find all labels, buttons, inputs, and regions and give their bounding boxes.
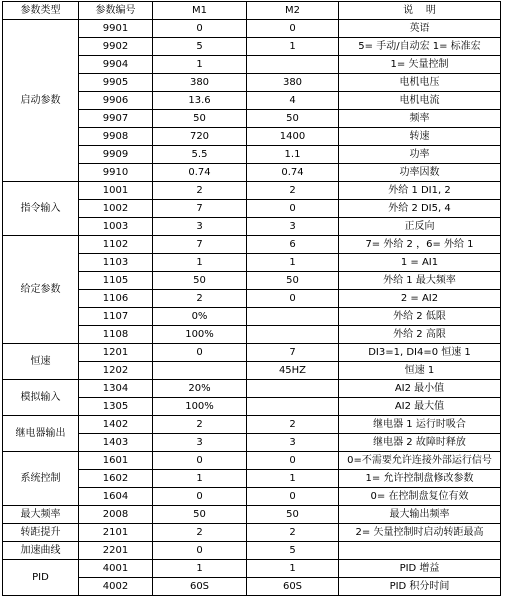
m1-value-cell: 50 [153, 110, 247, 128]
code-cell: 1602 [79, 470, 153, 488]
description-cell: 电机电压 [339, 74, 501, 92]
description-cell: AI2 最大值 [339, 398, 501, 416]
description-cell: 1= 矢量控制 [339, 56, 501, 74]
m2-value-cell: 1.1 [247, 146, 339, 164]
m1-value-cell: 380 [153, 74, 247, 92]
m2-value-cell [247, 326, 339, 344]
m2-value-cell: 2 [247, 182, 339, 200]
m1-value-cell: 50 [153, 272, 247, 290]
code-cell: 1001 [79, 182, 153, 200]
description-cell: 1= 允许控制盘修改参数 [339, 470, 501, 488]
description-cell: 电机电流 [339, 92, 501, 110]
code-cell: 9909 [79, 146, 153, 164]
code-cell: 9907 [79, 110, 153, 128]
code-cell: 1102 [79, 236, 153, 254]
parameter-sheet [2, 1, 501, 596]
m1-value-cell: 2 [153, 290, 247, 308]
m2-value-cell: 3 [247, 434, 339, 452]
table-row [3, 20, 501, 38]
m2-value-cell: 5 [247, 542, 339, 560]
description-cell: AI2 最小值 [339, 380, 501, 398]
m1-value-cell: 1 [153, 254, 247, 272]
table-row [3, 506, 501, 524]
description-cell: 外给 2 高限 [339, 326, 501, 344]
description-cell: 功率因数 [339, 164, 501, 182]
header-m1: M1 [153, 2, 247, 20]
code-cell: 1003 [79, 218, 153, 236]
m2-value-cell: 0 [247, 290, 339, 308]
code-cell: 1107 [79, 308, 153, 326]
m1-value-cell: 50 [153, 506, 247, 524]
code-cell: 1103 [79, 254, 153, 272]
m2-value-cell [247, 56, 339, 74]
m2-value-cell: 380 [247, 74, 339, 92]
m1-value-cell: 2 [153, 182, 247, 200]
header-category: 参数类型 [3, 2, 79, 20]
description-cell: 频率 [339, 110, 501, 128]
m2-value-cell [247, 380, 339, 398]
m2-value-cell: 0 [247, 20, 339, 38]
category-cell: 继电器输出 [3, 416, 79, 452]
table-row [3, 344, 501, 362]
code-cell: 9906 [79, 92, 153, 110]
m2-value-cell: 60S [247, 578, 339, 596]
code-cell: 2101 [79, 524, 153, 542]
description-cell: 7= 外给 2 ，6= 外给 1 [339, 236, 501, 254]
table-body [3, 20, 501, 596]
category-cell: 恒速 [3, 344, 79, 380]
m1-value-cell: 13.6 [153, 92, 247, 110]
code-cell: 4002 [79, 578, 153, 596]
table-row [3, 416, 501, 434]
m1-value-cell: 0% [153, 308, 247, 326]
description-cell: 0= 在控制盘复位有效 [339, 488, 501, 506]
code-cell: 1604 [79, 488, 153, 506]
code-cell: 1403 [79, 434, 153, 452]
m2-value-cell: 0.74 [247, 164, 339, 182]
description-cell: 功率 [339, 146, 501, 164]
m2-value-cell [247, 308, 339, 326]
code-cell: 9908 [79, 128, 153, 146]
description-cell: 0=不需要允许连接外部运行信号 [339, 452, 501, 470]
description-cell: DI3=1, DI4=0 恒速 1 [339, 344, 501, 362]
m1-value-cell: 0.74 [153, 164, 247, 182]
code-cell: 9904 [79, 56, 153, 74]
m2-value-cell: 1 [247, 470, 339, 488]
m1-value-cell: 0 [153, 344, 247, 362]
description-cell: 5= 手动/自动宏 1= 标准宏 [339, 38, 501, 56]
m2-value-cell: 1 [247, 254, 339, 272]
header-code: 参数编号 [79, 2, 153, 20]
description-cell: 外给 2 低限 [339, 308, 501, 326]
table-row [3, 236, 501, 254]
code-cell: 1601 [79, 452, 153, 470]
description-cell: 1 = AI1 [339, 254, 501, 272]
m2-value-cell: 50 [247, 272, 339, 290]
header-m2: M2 [247, 2, 339, 20]
m2-value-cell: 50 [247, 506, 339, 524]
table-row [3, 542, 501, 560]
m1-value-cell: 3 [153, 218, 247, 236]
category-cell: 系统控制 [3, 452, 79, 506]
m1-value-cell: 2 [153, 416, 247, 434]
m1-value-cell: 0 [153, 20, 247, 38]
code-cell: 1402 [79, 416, 153, 434]
description-cell: PID 积分时间 [339, 578, 501, 596]
code-cell: 2008 [79, 506, 153, 524]
category-cell: 加速曲线 [3, 542, 79, 560]
m1-value-cell: 2 [153, 524, 247, 542]
m1-value-cell: 7 [153, 236, 247, 254]
description-cell: 外给 2 DI5, 4 [339, 200, 501, 218]
code-cell: 2201 [79, 542, 153, 560]
m2-value-cell: 45HZ [247, 362, 339, 380]
m2-value-cell: 2 [247, 524, 339, 542]
description-cell: 继电器 2 故障时释放 [339, 434, 501, 452]
parameter-table [2, 1, 501, 596]
m2-value-cell: 50 [247, 110, 339, 128]
category-cell: PID [3, 560, 79, 596]
description-cell: 最大输出频率 [339, 506, 501, 524]
category-cell: 最大频率 [3, 506, 79, 524]
code-cell: 4001 [79, 560, 153, 578]
description-cell: 正反向 [339, 218, 501, 236]
m2-value-cell: 0 [247, 200, 339, 218]
m1-value-cell: 7 [153, 200, 247, 218]
m1-value-cell: 0 [153, 542, 247, 560]
code-cell: 1105 [79, 272, 153, 290]
description-cell: 2= 矢量控制时启动转距最高 [339, 524, 501, 542]
description-cell: 英语 [339, 20, 501, 38]
m1-value-cell [153, 362, 247, 380]
m2-value-cell: 0 [247, 452, 339, 470]
description-cell: 外给 1 DI1, 2 [339, 182, 501, 200]
m2-value-cell: 2 [247, 416, 339, 434]
m1-value-cell: 100% [153, 326, 247, 344]
m1-value-cell: 720 [153, 128, 247, 146]
header-row [3, 2, 501, 20]
description-cell [339, 542, 501, 560]
m2-value-cell: 6 [247, 236, 339, 254]
category-cell: 模拟输入 [3, 380, 79, 416]
code-cell: 1202 [79, 362, 153, 380]
code-cell: 1108 [79, 326, 153, 344]
m1-value-cell: 1 [153, 56, 247, 74]
m1-value-cell: 5 [153, 38, 247, 56]
m2-value-cell: 3 [247, 218, 339, 236]
code-cell: 1002 [79, 200, 153, 218]
m1-value-cell: 5.5 [153, 146, 247, 164]
code-cell: 1304 [79, 380, 153, 398]
m1-value-cell: 100% [153, 398, 247, 416]
m1-value-cell: 60S [153, 578, 247, 596]
code-cell: 9901 [79, 20, 153, 38]
m1-value-cell: 0 [153, 488, 247, 506]
m2-value-cell: 1 [247, 38, 339, 56]
m2-value-cell [247, 398, 339, 416]
m2-value-cell: 1400 [247, 128, 339, 146]
m1-value-cell: 20% [153, 380, 247, 398]
code-cell: 9910 [79, 164, 153, 182]
table-row [3, 452, 501, 470]
description-cell: 继电器 1 运行时吸合 [339, 416, 501, 434]
category-cell: 给定参数 [3, 236, 79, 344]
m1-value-cell: 0 [153, 452, 247, 470]
m1-value-cell: 3 [153, 434, 247, 452]
description-cell: 恒速 1 [339, 362, 501, 380]
code-cell: 9902 [79, 38, 153, 56]
m2-value-cell: 4 [247, 92, 339, 110]
description-cell: 外给 1 最大频率 [339, 272, 501, 290]
category-cell: 指令输入 [3, 182, 79, 236]
header-description: 说 明 [339, 2, 501, 20]
table-row [3, 182, 501, 200]
m2-value-cell: 7 [247, 344, 339, 362]
code-cell: 1305 [79, 398, 153, 416]
table-row [3, 560, 501, 578]
description-cell: PID 增益 [339, 560, 501, 578]
description-cell: 2 = AI2 [339, 290, 501, 308]
table-row [3, 380, 501, 398]
m1-value-cell: 1 [153, 560, 247, 578]
category-cell: 转距提升 [3, 524, 79, 542]
m1-value-cell: 1 [153, 470, 247, 488]
m2-value-cell: 1 [247, 560, 339, 578]
description-cell: 转速 [339, 128, 501, 146]
table-row [3, 524, 501, 542]
code-cell: 1106 [79, 290, 153, 308]
code-cell: 1201 [79, 344, 153, 362]
category-cell: 启动参数 [3, 20, 79, 182]
code-cell: 9905 [79, 74, 153, 92]
m2-value-cell: 0 [247, 488, 339, 506]
